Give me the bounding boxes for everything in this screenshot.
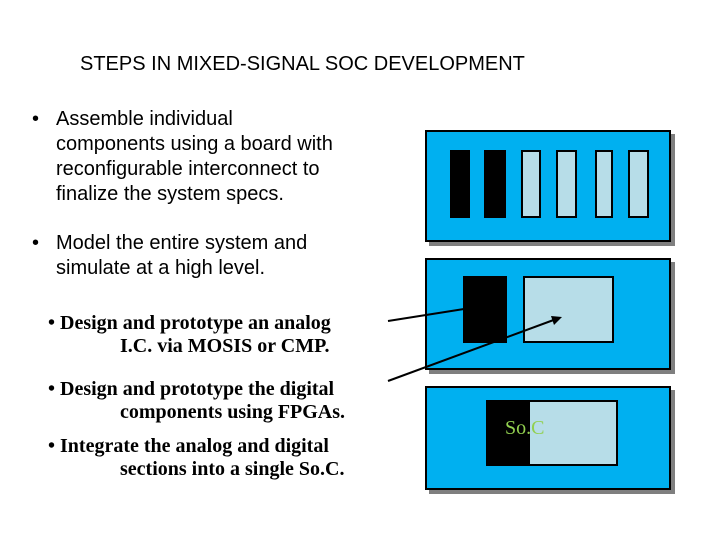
digital-connector-line bbox=[388, 318, 559, 381]
bullet-line: • Design and prototype an analog bbox=[48, 312, 331, 334]
bullet-line: • Integrate the analog and digital bbox=[48, 435, 329, 457]
bullet-line: Model the entire system and bbox=[56, 232, 308, 254]
analog-connector-line bbox=[388, 309, 464, 321]
bullet-marker: • bbox=[32, 232, 40, 254]
bullet-line: finalize the system specs. bbox=[56, 183, 284, 205]
bullet-marker: • bbox=[32, 108, 40, 130]
bullet-line: components using a board with bbox=[56, 133, 333, 155]
bullet-line: I.C. via MOSIS or CMP. bbox=[120, 335, 330, 357]
bullet-line: sections into a single So.C. bbox=[120, 458, 345, 480]
arrowhead-icon bbox=[551, 316, 562, 325]
soc-label: So.C bbox=[505, 417, 545, 439]
bullet-line: reconfigurable interconnect to bbox=[56, 158, 320, 180]
bullet-line: simulate at a high level. bbox=[56, 257, 266, 279]
bullet-line: • Design and prototype the digital bbox=[48, 378, 335, 400]
bullet-line: components using FPGAs. bbox=[120, 401, 346, 423]
slide-title: STEPS IN MIXED-SIGNAL SOC DEVELOPMENT bbox=[80, 53, 525, 75]
bullet-line: Assemble individual bbox=[56, 108, 233, 130]
